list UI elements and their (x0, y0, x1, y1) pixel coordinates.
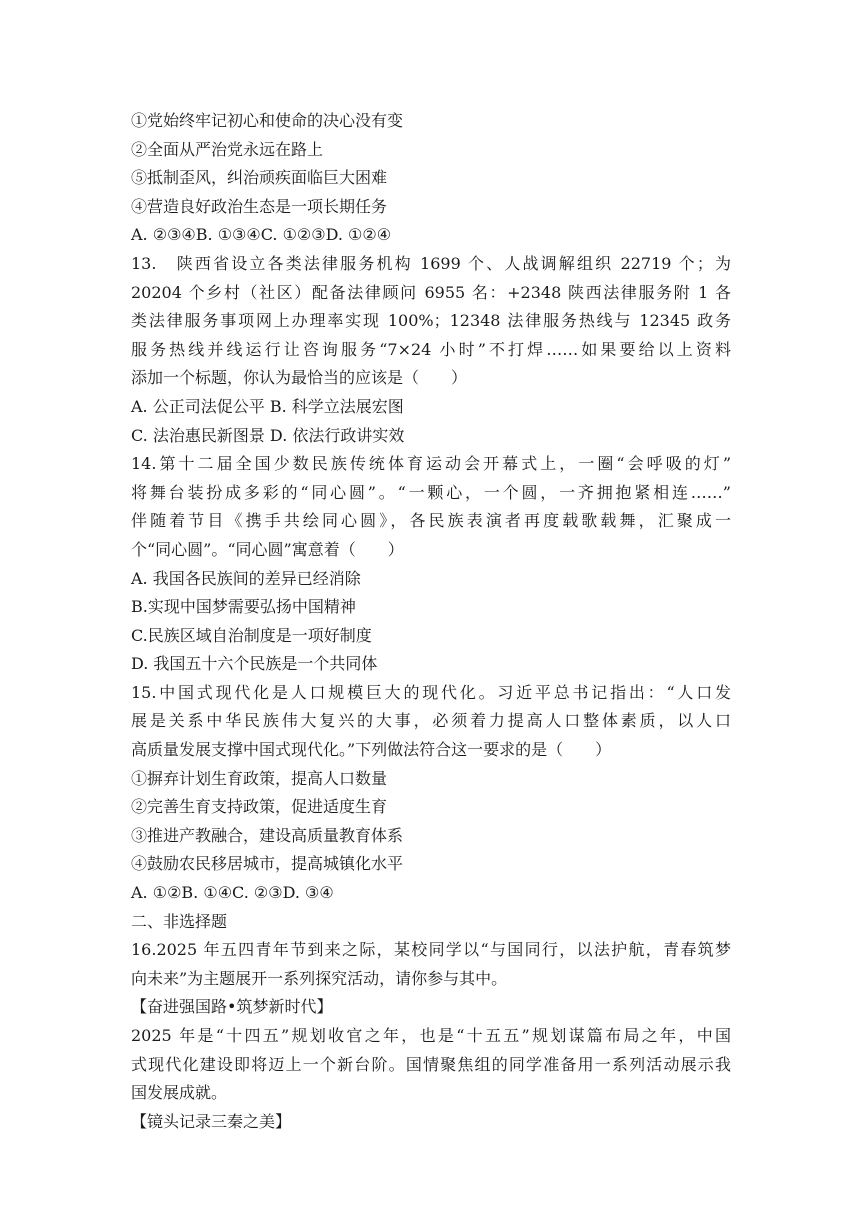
text-line: ①党始终牢记初心和使命的决心没有变 (131, 111, 404, 130)
question-13-line (131, 336, 731, 365)
material-paragraph (131, 1022, 731, 1051)
text-line: 13. 陕西省设立各类法律服务机构 1699 个、人战调解组织 22719 个；为 (131, 253, 731, 273)
answer-choice (131, 650, 731, 679)
text-line: C. 法治惠民新图景 D. 依法行政讲实效 (131, 425, 405, 445)
material-paragraph-line (131, 1079, 731, 1108)
text-line: 14.第十二届全国少数民族传统体育运动会开幕式上，一圈“会呼吸的灯” (131, 454, 731, 474)
text-line: 2025 年是“十四五”规划收官之年，也是“十五五”规划谋篇布局之年，中国 (131, 1026, 731, 1045)
subsection-heading (131, 1108, 731, 1137)
answer-choices (131, 422, 731, 451)
question-15-line (131, 736, 731, 765)
text-line: ②完善生育支持政策，促进适度生育 (131, 797, 388, 817)
option-line (131, 107, 731, 136)
text-line: 展是关系中华民族伟大复兴的大事，必须着力提高人口整体素质，以人口 (131, 711, 731, 731)
text-line: 添加一个标题，你认为最恰当的应该是（ ） (131, 368, 468, 388)
text-line: 国发展成就。 (131, 1083, 228, 1103)
text-line: 【镜头记录三秦之美】 (131, 1111, 292, 1131)
text-line: 二、非选择题 (131, 911, 228, 931)
text-line: D. 我国五十六个民族是一个共同体 (131, 654, 378, 674)
text-line: A. 公正司法促公平 B. 科学立法展宏图 (131, 396, 404, 416)
question-14-line (131, 507, 731, 536)
question-16 (131, 936, 731, 965)
text-line: 服务热线并线运行让咨询服务“7×24 小时”不打焊……如果要给以上资料 (131, 339, 731, 359)
answer-choices (131, 393, 731, 422)
text-line: 高质量发展支撑中国式现代化。”下列做法符合这一要求的是（ ） (131, 740, 612, 760)
text-line: 向未来”为主题展开一系列探究活动，请你参与其中。 (131, 968, 508, 988)
option-line (131, 164, 731, 193)
question-14 (131, 450, 731, 479)
text-line: 将舞台装扮成多彩的“同心圆”。“一颗心，一个圆，一齐拥抱紧相连……” (131, 482, 731, 502)
question-13-line (131, 279, 731, 308)
question-13-line (131, 307, 731, 336)
text-line: A. 我国各民族间的差异已经消除 (131, 568, 361, 588)
answer-choice (131, 593, 731, 622)
text-line: 15.中国式现代化是人口规模巨大的现代化。习近平总书记指出：“人口发 (131, 682, 731, 702)
text-line: B.实现中国梦需要弘扬中国精神 (131, 597, 356, 617)
material-paragraph-line (131, 1051, 731, 1080)
text-line: 16.2025 年五四青年节到来之际，某校同学以“与国同行，以法护航，青春筑梦 (131, 940, 731, 960)
option-line (131, 793, 731, 822)
answer-choices (131, 221, 731, 250)
option-line (131, 193, 731, 222)
option-line (131, 850, 731, 879)
text-line: A. ②③④B. ①③④C. ①②③D. ①②④ (131, 225, 392, 245)
text-line: A. ①②B. ①④C. ②③D. ③④ (131, 883, 334, 903)
subsection-heading (131, 993, 731, 1022)
question-14-line (131, 536, 731, 565)
text-line: ①摒弃计划生育政策，提高人口数量 (131, 768, 388, 788)
question-16-line (131, 965, 731, 994)
text-line: 式现代化建设即将迈上一个新台阶。国情聚焦组的同学准备用一系列活动展示我 (131, 1054, 731, 1074)
option-line (131, 136, 731, 165)
text-line: 伴随着节目《携手共绘同心圆》，各民族表演者再度载歌载舞，汇聚成一 (131, 511, 731, 531)
section-heading (131, 908, 731, 937)
text-line: ②全面从严治党永远在路上 (131, 139, 324, 159)
question-15 (131, 679, 731, 708)
text-line: ④鼓励农民移居城市，提高城镇化水平 (131, 854, 404, 874)
text-line: ⑤抵制歪风，纠治顽疾面临巨大困难 (131, 168, 388, 188)
question-13-line (131, 364, 731, 393)
answer-choice (131, 565, 731, 594)
text-line: ③推进产教融合，建设高质量教育体系 (131, 825, 404, 845)
text-line: ④营造良好政治生态是一项长期任务 (131, 196, 388, 216)
document-body (131, 107, 731, 1136)
question-15-line (131, 707, 731, 736)
text-line: 20204 个乡村（社区）配备法律顾问 6955 名：+2348 陕西法律服务附 1 各 (131, 282, 731, 302)
text-line: 类法律服务事项网上办理率实现 100%；12348 法律服务热线与 12345 政务 (131, 311, 731, 331)
text-line: C.民族区域自治制度是一项好制度 (131, 625, 372, 645)
option-line (131, 765, 731, 794)
question-14-line (131, 479, 731, 508)
option-line (131, 822, 731, 851)
answer-choice (131, 622, 731, 651)
question-13 (131, 250, 731, 279)
text-line: 【奋进强国路•筑梦新时代】 (131, 997, 333, 1017)
text-line: 个“同心圆”。“同心圆”寓意着（ ） (131, 539, 404, 559)
answer-choices (131, 879, 731, 908)
